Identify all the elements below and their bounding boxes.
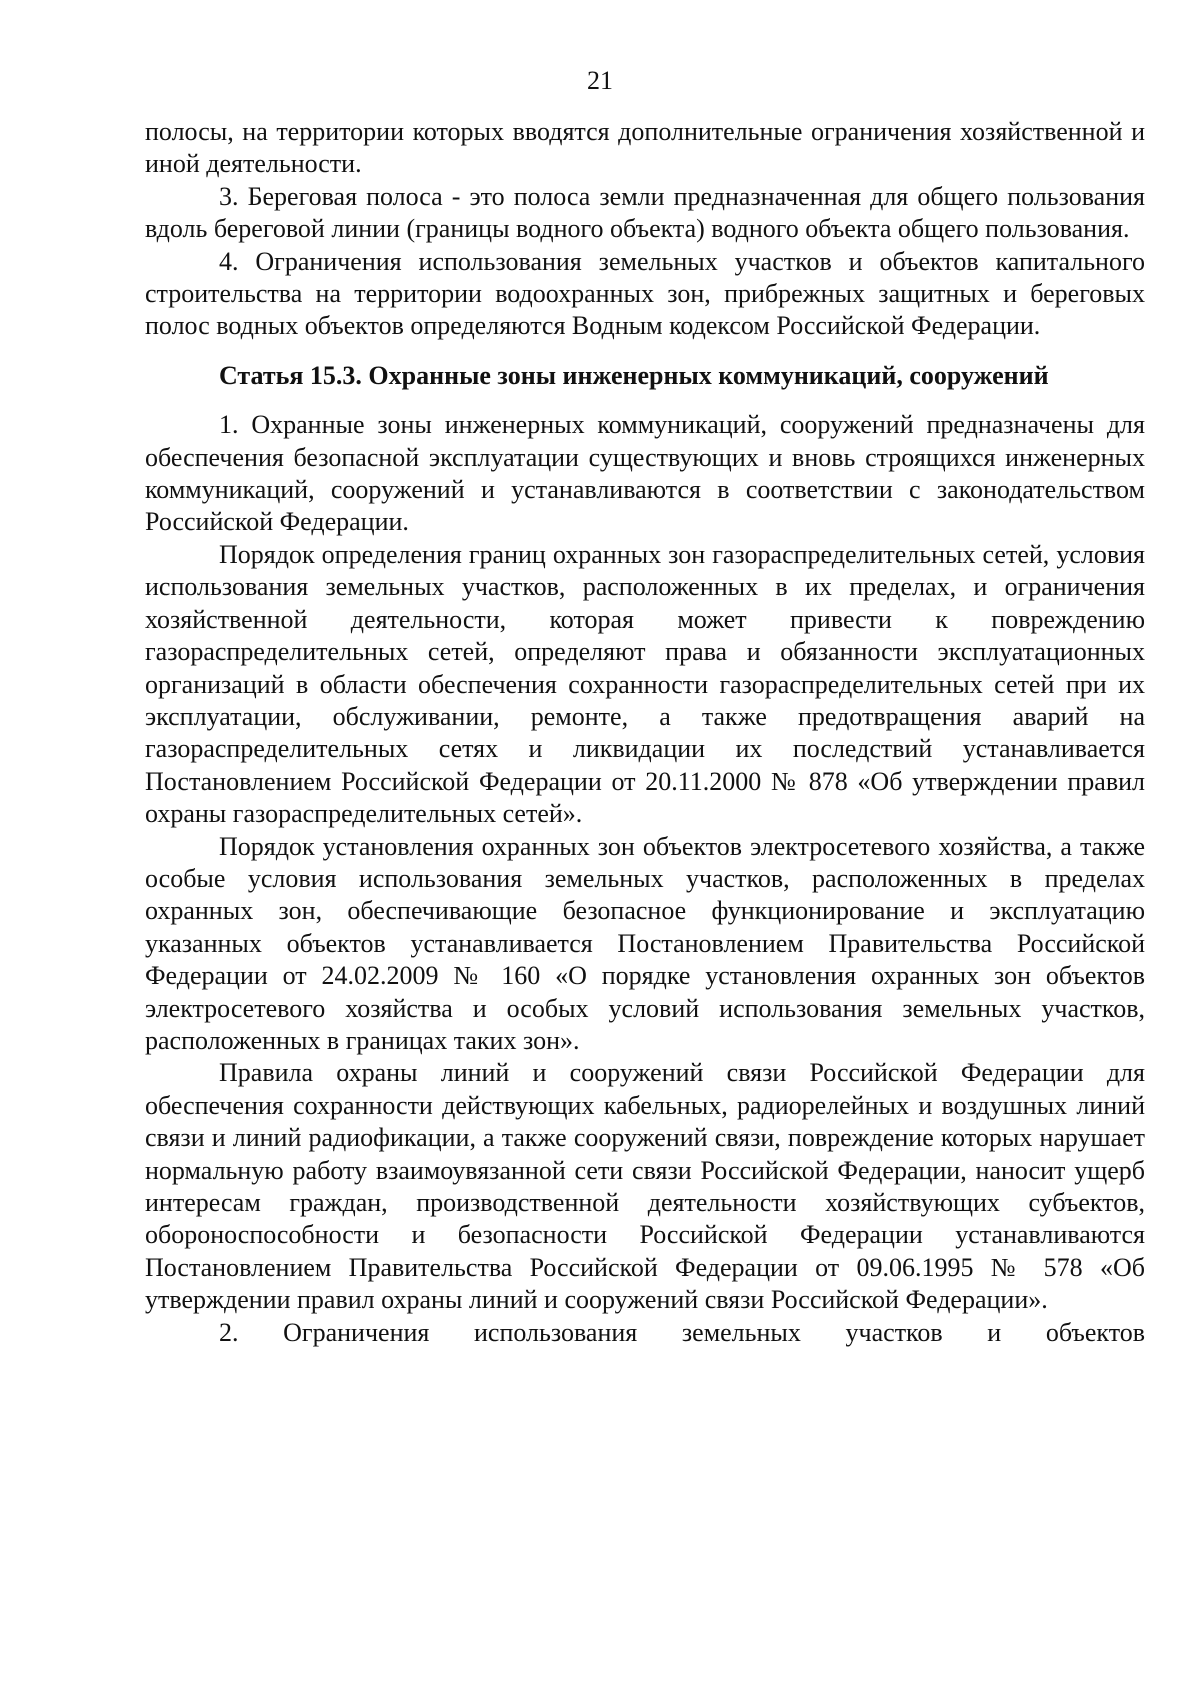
paragraph-gas-networks: Порядок определения границ охранных зон газораспределительных сетей, условия использования земельных участков, расположенных в их пределах, и ограничения хозяйственной деятельности, которая может привести к повреждению газораспределительных сетей, определяют права и обязанности эксплуатационных организаций в области обеспечения сохранности газораспределительных сетей при их эксплуатации, обслуживании, ремонте, а также предотвращения аварий на газораспределительных сетях и ликвидации их последствий устанавливается Постановлением Российской Федерации от 20.11.2000 № 878 «Об утверждении правил охраны газораспределительных сетей». (145, 539, 1145, 829)
document-body (145, 116, 1145, 1349)
paragraph-item-4: 4. Ограничения использования земельных участков и объектов капитального строительства на территории водоохранных зон, прибрежных защитных и береговых полос водных объектов определяются Водным кодексом Российской Федерации. (145, 246, 1145, 341)
article-heading: Статья 15.3. Охранные зоны инженерных коммуникаций, сооружений (219, 360, 1049, 390)
paragraph-item-1: 1. Охранные зоны инженерных коммуникаций, сооружений предназначены для обеспечения безопасной эксплуатации существующих и вновь строящихся инженерных коммуникаций, сооружений и устанавливаются в соответствии с законодательством Российской Федерации. (145, 410, 1145, 537)
paragraph-item-3: 3. Береговая полоса - это полоса земли предназначенная для общего пользования вдоль береговой линии (границы водного объекта) водного объекта общего пользования. (145, 181, 1145, 244)
paragraph-item-2: 2. Ограничения использования земельных участков и объектов (219, 1317, 1145, 1347)
paragraph-continuation: полосы, на территории которых вводятся дополнительные ограничения хозяйственной и иной деятельности. (145, 117, 1145, 179)
page-number: 21 (587, 66, 613, 95)
paragraph-power-grid: Порядок установления охранных зон объектов электросетевого хозяйства, а также особые условия использования земельных участков, расположенных в пределах охранных зон, обеспечивающие безопасное функционирование и эксплуатацию указанных объектов устанавливается Постановлением Правительства Российской Федерации от 24.02.2009 № 160 «О порядке установления охранных зон объектов электросетевого хозяйства и особых условий использования земельных участков, расположенных в границах таких зон». (145, 831, 1145, 1055)
paragraph-communication-lines: Правила охраны линий и сооружений связи Российской Федерации для обеспечения сохранности действующих кабельных, радиорелейных и воздушных линий связи и линий радиофикации, а также сооружений связи, повреждение которых нарушает нормальную работу взаимоувязанной сети связи Российской Федерации, наносит ущерб интересам граждан, производственной деятельности хозяйствующих субъектов, обороноспособности и безопасности Российской Федерации устанавливаются Постановлением Правительства Российской Федерации от 09.06.1995 № 578 «Об утверждении правил охраны линий и сооружений связи Российской Федерации». (145, 1058, 1145, 1315)
